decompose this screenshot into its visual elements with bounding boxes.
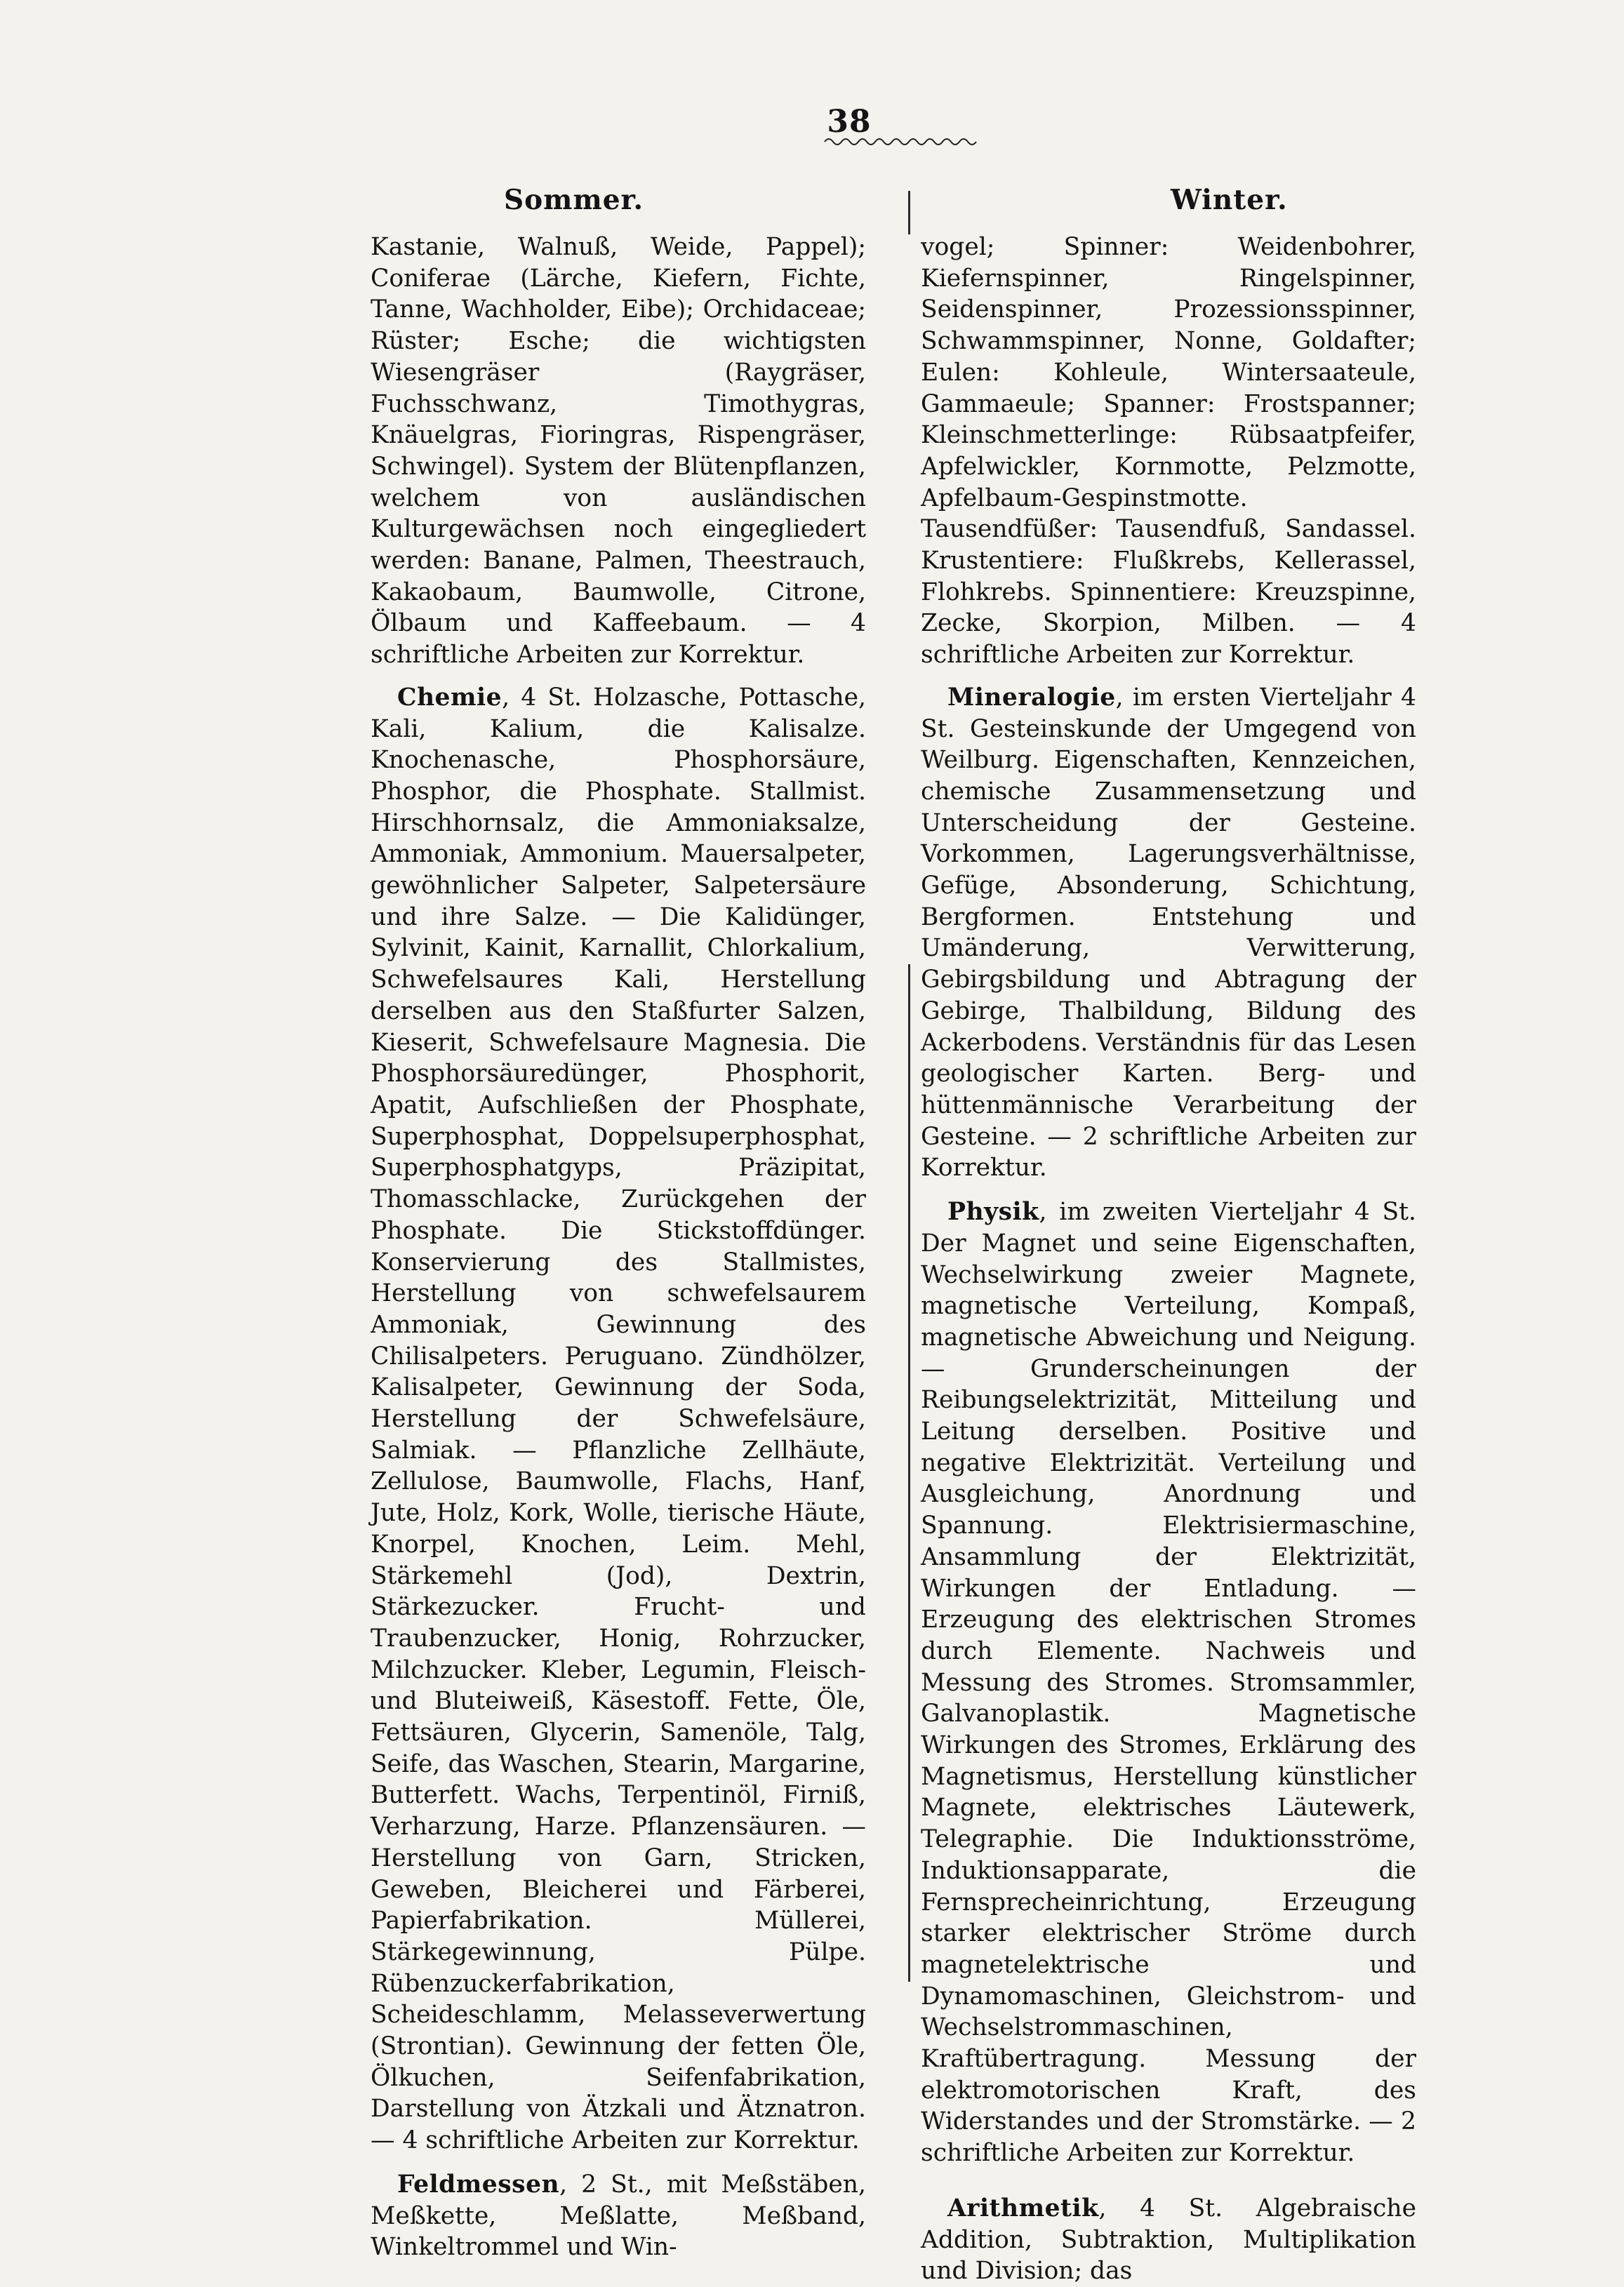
page-number: 38 — [827, 104, 872, 140]
paragraph-heading: Mineralogie — [947, 683, 1116, 712]
paragraph-text: , 2 St., mit Meßstäben, Meßkette, Meßlatte, Meßband, Winkeltrommel und Win- — [371, 2170, 866, 2262]
paragraph-arithmetik — [921, 2193, 1416, 2287]
paragraph-heading: Arithmetik — [947, 2194, 1099, 2222]
paragraph-heading: Physik — [947, 1198, 1039, 1227]
paragraph-text: Kastanie, Walnuß, Weide, Pappel); Coniferae (Lärche, Kiefern, Fichte, Tanne, Wachholder, Eibe); Orchidaceae; Rüster; Esche; die wichtigsten Wiesengräser (Raygräser, Fuchsschwanz, Timothygras, Knäuelgras, Fioringras, Rispengräser, Schwingel). System der Blütenpflanzen, welchem von ausländischen Kulturgewächsen noch eingegliedert werden: Banane, Palmen, Theestrauch, Kakaobaum, Baumwolle, Citrone, Ölbaum und Kaffeebaum. — 4 schriftliche Arbeiten zur Korrektur. — [371, 233, 866, 669]
paragraph-heading: Chemie — [397, 683, 502, 712]
paragraph-text: , im ersten Vierteljahr 4 St. Gesteinskunde der Umgegend von Weilburg. Eigenschaften, Kennzeichen, chemische Zusammensetzung und Unterscheidung der Gesteine. Vorkommen, Lagerungsverhältnisse, Gefüge, Absonderung, Schichtung, Bergformen. Entstehung und Umänderung, Verwitterung, Gebirgsbildung und Abtragung der Gebirge, Thalbildung, Bildung des Ackerbodens. Verständnis für das Lesen geologischer Karten. Berg- und hüttenmännische Verarbeitung der Gesteine. — 2 schriftliche Arbeiten zur Korrektur. — [921, 683, 1416, 1182]
paragraph-heading: Feldmessen — [397, 2170, 560, 2199]
left-column — [371, 232, 866, 2262]
paragraph-mineralogie — [921, 682, 1416, 1184]
paragraph-text: vogel; Spinner: Weidenbohrer, Kiefernspinner, Ringelspinner, Seidenspinner, Prozessionsspinner, Schwammspinner, Nonne, Goldafter; Eulen: Kohleule, Wintersaateule, Gammaeule; Spanner: Frostspanner; Kleinschmetterlinge: Rübsaatpfeifer, Apfelwickler, Kornmotte, Pelzmotte, Apfelbaum-Gespinstmotte. Tausendfüßer: Tausendfuß, Sandassel. Krustentiere: Flußkrebs, Kellerassel, Flohkrebs. Spinnentiere: Kreuzspinne, Zecke, Skorpion, Milben. — 4 schriftliche Arbeiten zur Korrektur. — [921, 233, 1416, 669]
column-header-winter: Winter. — [1171, 184, 1288, 216]
column-header-summer: Sommer. — [504, 184, 644, 216]
right-column — [921, 232, 1416, 2286]
paragraph-physik — [921, 1196, 1416, 2169]
paragraph-text: , 4 St. Algebraische Addition, Subtraktion, Multiplikation und Division; das — [921, 2194, 1416, 2286]
column-divider-top — [908, 191, 910, 234]
column-divider-main — [908, 964, 910, 1982]
page-number-ornament — [825, 136, 976, 147]
paragraph-zoology-continuation — [921, 232, 1416, 671]
paragraph-text: , im zweiten Vierteljahr 4 St. Der Magnet und seine Eigenschaften, Wechselwirkung zweier Magnete, magnetische Verteilung, Kompaß, magnetische Abweichung und Neigung. — Grunderscheinungen der Reibungselektrizität, Mitteilung und Leitung derselben. Positive und negative Elektrizität. Verteilung und Ausgleichung, Anordnung und Spannung. Elektrisiermaschine, Ansammlung der Elektrizität, Wirkungen der Entladung. — Erzeugung des elektrischen Stromes durch Elemente. Nachweis und Messung des Stromes. Stromsammler, Galvanoplastik. Magnetische Wirkungen des Stromes, Erklärung des Magnetismus, Herstellung künstlicher Magnete, elektrisches Läutewerk, Telegraphie. Die Induktionsströme, Induktionsapparate, die Fernsprecheinrichtung, Erzeugung starker elektrischer Ströme durch magnetelektrische und Dynamomaschinen, Gleichstrom- und Wechselstrommaschinen, Kraftübertragung. Messung der elektromotorischen Kraft, des Widerstandes und der Stromstärke. — 2 schriftliche Arbeiten zur Korrektur. — [921, 1198, 1416, 2168]
paragraph-chemie — [371, 682, 866, 2156]
paragraph-feldmessen — [371, 2169, 866, 2263]
paragraph-botany-continuation — [371, 232, 866, 671]
paragraph-text: , 4 St. Holzasche, Pottasche, Kali, Kalium, die Kalisalze. Knochenasche, Phosphorsäure, Phosphor, die Phosphate. Stallmist. Hirschhornsalz, die Ammoniaksalze, Ammoniak, Ammonium. Mauersalpeter, gewöhnlicher Salpeter, Salpetersäure und ihre Salze. — Die Kalidünger, Sylvinit, Kainit, Karnallit, Chlorkalium, Schwefelsaures Kali, Herstellung derselben aus den Staßfurter Salzen, Kieserit, Schwefelsaure Magnesia. Die Phosphorsäuredünger, Phosphorit, Apatit, Aufschließen der Phosphate, Superphosphat, Doppelsuperphosphat, Superphosphatgyps, Präzipitat, Thomasschlacke, Zurückgehen der Phosphate. Die Stickstoffdünger. Konservierung des Stallmistes, Herstellung von schwefelsaurem Ammoniak, Gewinnung des Chilisalpeters. Peruguano. Zündhölzer, Kalisalpeter, Gewinnung der Soda, Herstellung der Schwefelsäure, Salmiak. — Pflanzliche Zellhäute, Zellulose, Baumwolle, Flachs, Hanf, Jute, Holz, Kork, Wolle, tierische Häute, Knorpel, Knochen, Leim. Mehl, Stärkemehl (Jod), Dextrin, Stärkezucker. Frucht- und Traubenzucker, Honig, Rohrzucker, Milchzucker. Kleber, Legumin, Fleisch- und Bluteiweiß, Käsestoff. Fette, Öle, Fettsäuren, Glycerin, Samenöle, Talg, Seife, das Waschen, Stearin, Margarine, Butterfett. Wachs, Terpentinöl, Firniß, Verharzung, Harze. Pflanzensäuren. — Herstellung von Garn, Stricken, Geweben, Bleicherei und Färberei, Papierfabrikation. Müllerei, Stärkegewinnung, Pülpe. Rübenzuckerfabrikation, Scheideschlamm, Melasseverwertung (Strontian). Gewinnung der fetten Öle, Ölkuchen, Seifenfabrikation, Darstellung von Ätzkali und Ätznatron. — 4 schriftliche Arbeiten zur Korrektur. — [371, 683, 866, 2155]
